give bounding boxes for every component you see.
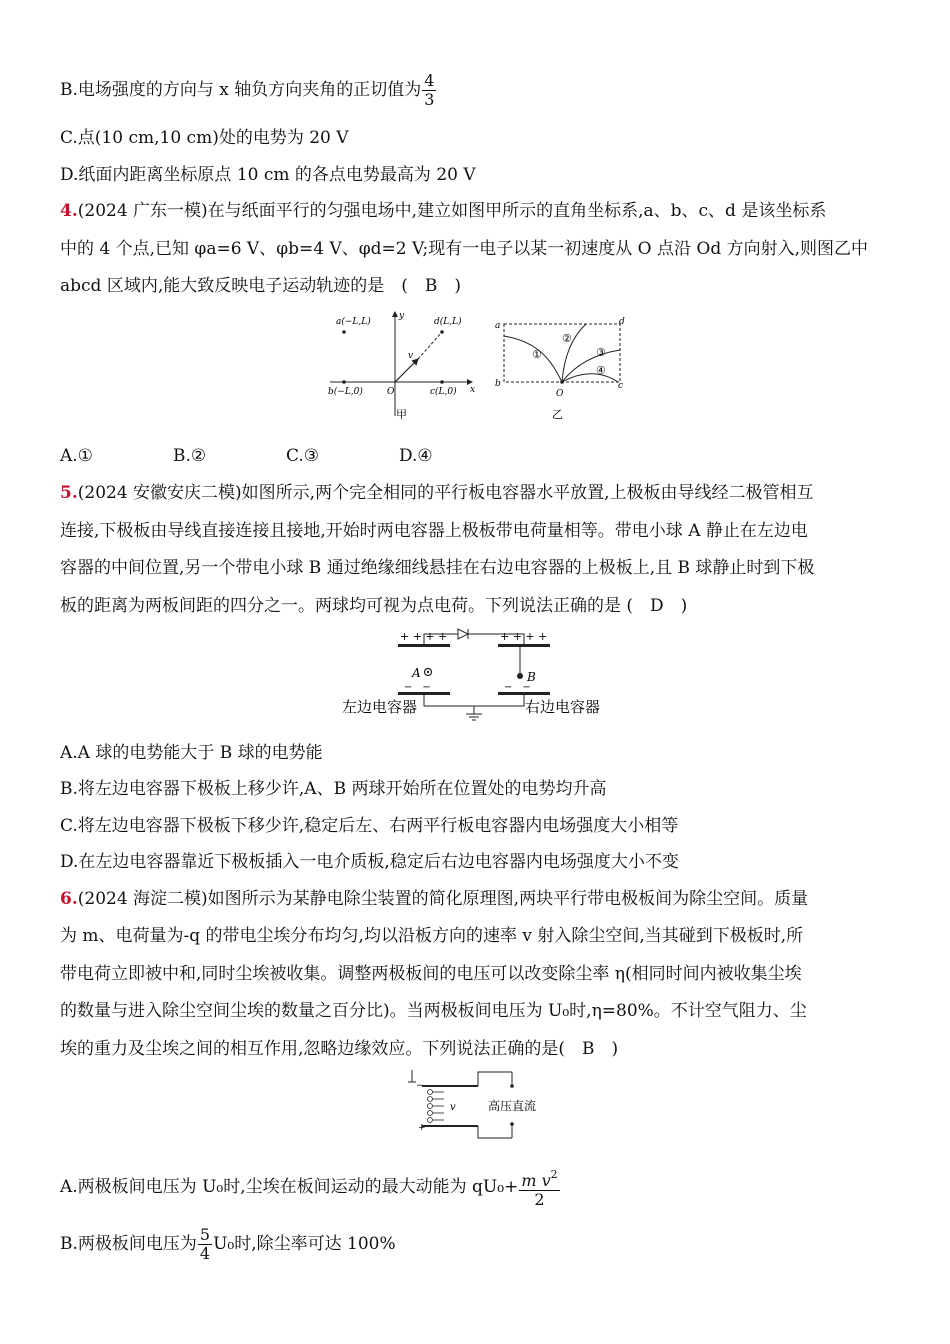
q4-stem-line1: 4.(2024 广东一模)在与纸面平行的匀强电场中,建立如图甲所示的直角坐标系,a、b、c、d 是该坐标系 (60, 201, 827, 221)
q4-option-b: B.② (173, 446, 207, 466)
q6-label-v: v (450, 1102, 456, 1113)
q5-option-a: A.A 球的电势能大于 B 球的电势能 (60, 743, 323, 763)
q5-option-c: C.将左边电容器下极板下移少许,稳定后左、右两平行板电容器内电场强度大小相等 (60, 816, 679, 836)
q6-stem-line4: 的数量与进入除尘空间尘埃的数量之百分比)。当两极板间电压为 U₀时,η=80%。不计空气阻力、尘 (60, 1001, 807, 1021)
q4-option-d: D.④ (399, 446, 433, 466)
jia-label-b: b(−L,0) (328, 387, 363, 397)
q5-stem-line3: 容器的中间位置,另一个带电小球 B 通过绝缘细线悬挂在右边电容器的上极板上,且 B 球静止时到下极 (60, 558, 815, 578)
yi-label-a: a (495, 321, 501, 331)
q5-right-label: 右边电容器 (525, 698, 601, 716)
q6-option-b: B.两极板间电压为 $\frac{5}{4}$ U₀时,除尘率可达 100% (60, 1225, 396, 1263)
q5-stem-line4: 板的距离为两板间距的四分之一。两球均可视为点电荷。下列说法正确的是 ( D ) (60, 596, 688, 616)
q5-label-b: B (527, 670, 536, 684)
yi-label-d: d (619, 317, 625, 327)
q6-stem-line5: 埃的重力及尘埃之间的相互作用,忽略边缘效应。下列说法正确的是( B ) (60, 1039, 619, 1059)
q5-option-d: D.在左边电容器靠近下极板插入一电介质板,稳定后右边电容器内电场强度大小不变 (60, 852, 679, 872)
q4-figure-jia (320, 306, 480, 426)
q3-option-c: C.点(10 cm,10 cm)处的电势为 20 V (60, 128, 349, 148)
q5-option-b: B.将左边电容器下极板上移少许,A、B 两球开始所在位置处的电势均升高 (60, 779, 607, 799)
q4-option-a: A.① (60, 446, 93, 466)
q5-right-minus: − − (504, 682, 531, 693)
q6-option-b-fraction: $\frac{5}{4}$ (199, 1225, 211, 1263)
jia-label-y: y (399, 311, 405, 321)
q6-stem-line3: 带电荷立即被中和,同时尘埃被收集。调整两极板间的电压可以改变除尘率 η(相同时间内被收集尘埃 (60, 964, 802, 984)
yi-circle-2: ② (562, 332, 572, 345)
q5-figure (340, 626, 610, 722)
jia-label-v: v (408, 351, 414, 361)
yi-circle-4: ④ (596, 364, 606, 377)
yi-caption: 乙 (552, 408, 563, 421)
yi-circle-3: ③ (596, 346, 606, 359)
q5-stem-line1: 5.(2024 安徽安庆二模)如图所示,两个完全相同的平行板电容器水平放置,上极板由导线经二极管相互 (60, 483, 814, 503)
jia-label-a: a(−L,L) (336, 317, 371, 327)
q6-plus: + (418, 1123, 426, 1133)
q4-figure-yi (490, 312, 630, 424)
q6-option-a-fraction: $\frac{m v^2}{2}$ (521, 1168, 558, 1209)
q3-fraction: $\frac{4}{3}$ (424, 71, 435, 109)
yi-label-b: b (495, 379, 501, 389)
yi-label-o: O (556, 389, 564, 399)
q5-right-plus: + + + + (500, 630, 548, 643)
q3-option-d: D.纸面内距离坐标原点 10 cm 的各点电势最高为 20 V (60, 165, 476, 185)
q6-option-a: A.两极板间电压为 U₀时,尘埃在板间运动的最大动能为 qU₀+ $\frac{m v^2}{2}$ (60, 1168, 558, 1209)
jia-label-o: O (387, 387, 395, 397)
q4-stem-line3: abcd 区域内,能大致反映电子运动轨迹的是 ( B ) (60, 276, 461, 296)
q4-stem-line2: 中的 4 个点,已知 φa=6 V、φb=4 V、φd=2 V;现有一电子以某一初速度从 O 点沿 Od 方向射入,则图乙中 (60, 239, 869, 259)
yi-label-c: c (618, 381, 624, 391)
q5-left-minus: − − (404, 682, 431, 693)
q5-label-a: A (412, 666, 421, 680)
q6-label-hv: 高压直流 (488, 1099, 537, 1113)
q6-stem-line2: 为 m、电荷量为-q 的带电尘埃分布均匀,均以沿板方向的速率 v 射入除尘空间,当其碰到下极板时,所 (60, 926, 804, 946)
q6-stem-line1: 6.(2024 海淀二模)如图所示为某静电除尘装置的简化原理图,两块平行带电极板间为除尘空间。质量 (60, 889, 809, 909)
q5-left-plus: + + + + (400, 630, 448, 643)
jia-caption: 甲 (396, 408, 407, 421)
q5-stem-line2: 连接,下极板由导线直接连接且接地,开始时两电容器上极板带电荷量相等。带电小球 A 静止在左边电 (60, 521, 808, 541)
jia-label-c: c(L,0) (430, 387, 457, 397)
q4-option-c: C.③ (286, 446, 320, 466)
q4-options (60, 444, 512, 468)
q3-option-b: B.电场强度的方向与 x 轴负方向夹角的正切值为 $\frac{4}{3}$ (60, 71, 435, 109)
jia-label-d: d(L,L) (434, 317, 462, 327)
q6-minus: − (416, 1081, 424, 1091)
q6-figure (408, 1068, 558, 1140)
q5-left-label: 左边电容器 (342, 698, 418, 716)
jia-label-x: x (470, 385, 476, 395)
yi-circle-1: ① (532, 348, 542, 361)
